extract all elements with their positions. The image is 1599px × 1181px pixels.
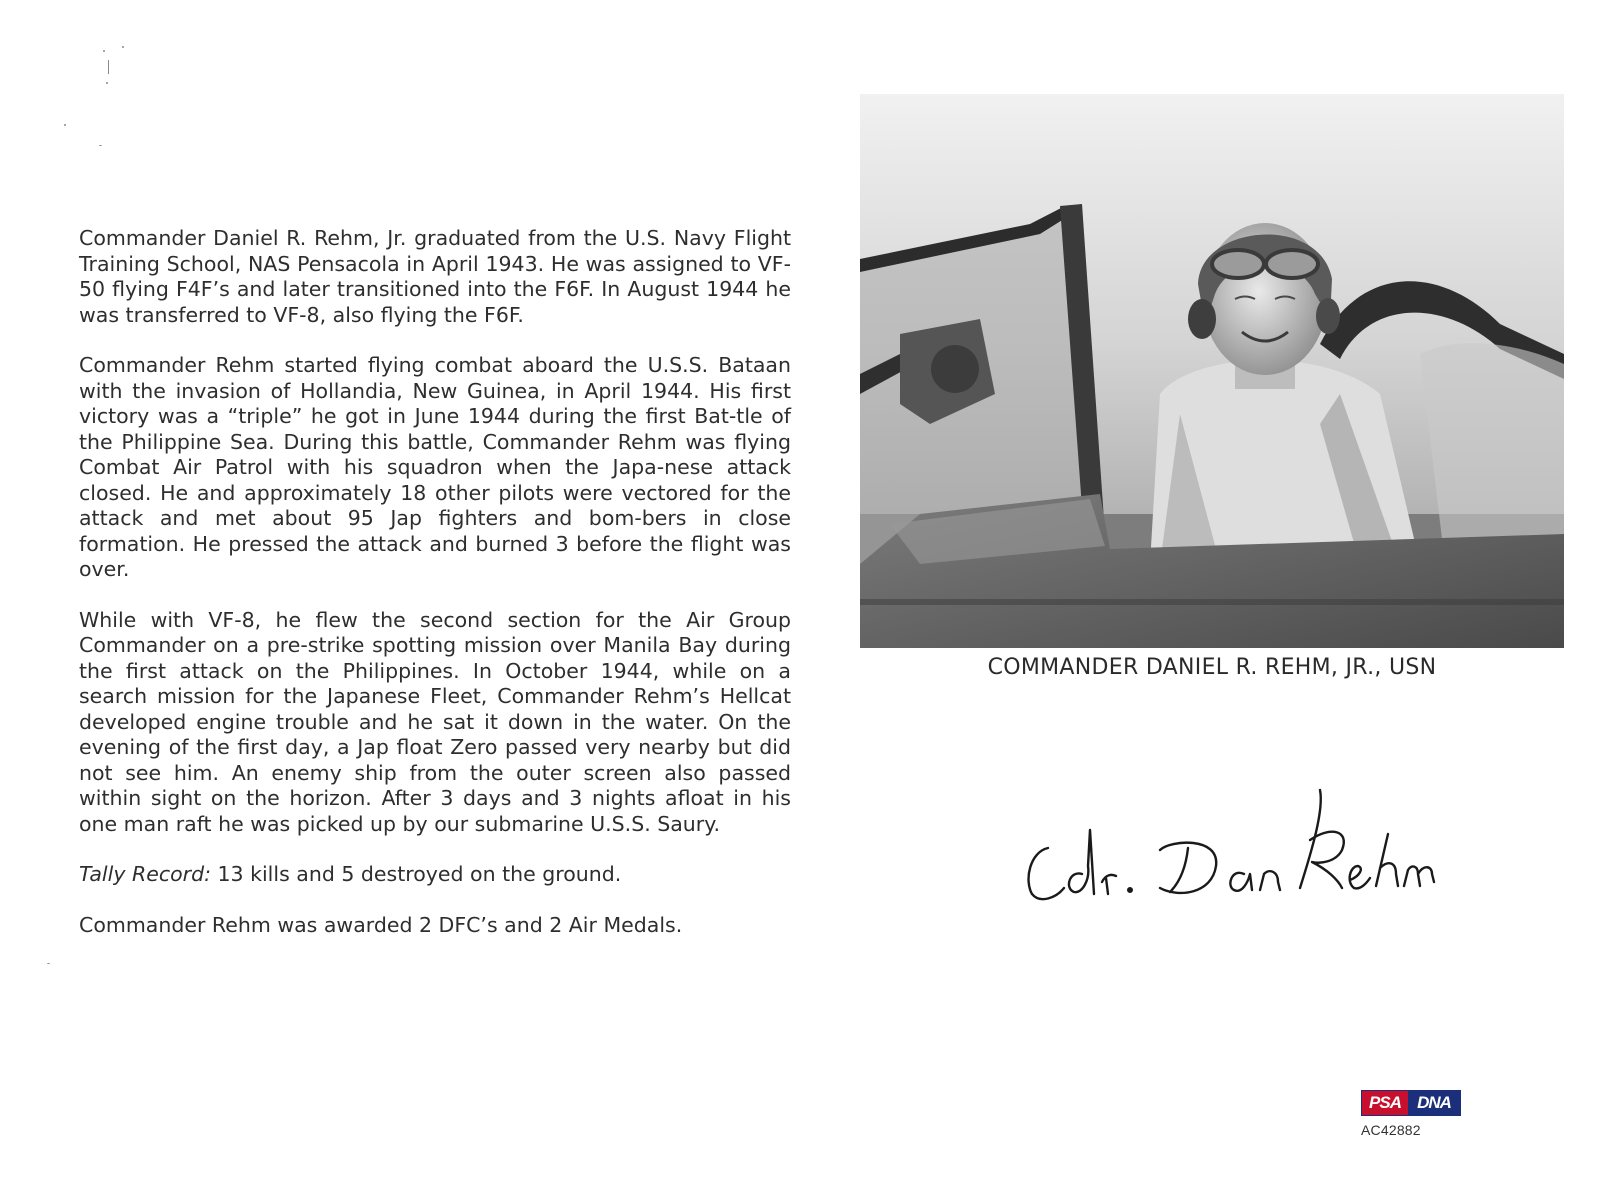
tally-label: Tally Record: — [79, 862, 211, 886]
photo-illustration — [860, 94, 1564, 648]
dna-mark: DNA — [1408, 1091, 1460, 1115]
tally-record — [79, 862, 791, 888]
autograph-signature — [1020, 770, 1460, 930]
certificate-number: AC42882 — [1361, 1122, 1421, 1138]
authentication-hologram — [1355, 1090, 1475, 1150]
signature-drawing — [1020, 770, 1460, 930]
awards-line: Commander Rehm was awarded 2 DFC’s and 2 Air Medals. — [79, 912, 683, 937]
tally-value: 13 kills and 5 destroyed on the ground. — [211, 862, 622, 886]
bio-paragraph-rescue: While with VF-8, he flew the second section for the Air Group Commander on a pre-strike spotting mission over Manila Bay during the first attack on the Philippines. In October 1944, while on a search mission for the Japanese Fleet, Commander Rehm’s Hellcat developed engine trouble and he sat it down in the water. On the evening of the first day, a Jap float Zero passed very nearby but did not see him. An enemy ship from the outer screen also passed within sight on the horizon. After 3 days and 3 nights afloat in his one man raft he was picked up by our submarine U.S.S. Saury. — [79, 607, 791, 836]
bio-paragraph-combat: Commander Rehm started flying combat aboard the U.S.S. Bataan with the invasion of Hollandia, New Guinea, in April 1944. His first victory was a “triple” he got in June 1944 during the first Bat-tle of the Philippine Sea. During this battle, Commander Rehm was flying Combat Air Patrol with his squadron when the Japa-nese attack closed. He and approximately 18 other pilots were vectored for the attack and met about 95 Jap fighters and bom-bers in close formation. He pressed the attack and burned 3 before the flight was over. — [79, 353, 791, 581]
psa-dna-logo — [1361, 1090, 1461, 1116]
pilot-cockpit-photo — [860, 94, 1564, 648]
biography-text — [79, 226, 791, 963]
photo-caption: COMMANDER DANIEL R. REHM, JR., USN — [987, 655, 1437, 680]
psa-mark: PSA — [1362, 1091, 1408, 1115]
bio-paragraph-training: Commander Daniel R. Rehm, Jr. graduated from the U.S. Navy Flight Training School, NAS Pensacola in April 1943. He was assigned to VF-50 flying F4F’s and later transitioned into the F6F. In August 1944 he was transferred to VF-8, also flying the F6F. — [79, 226, 791, 327]
